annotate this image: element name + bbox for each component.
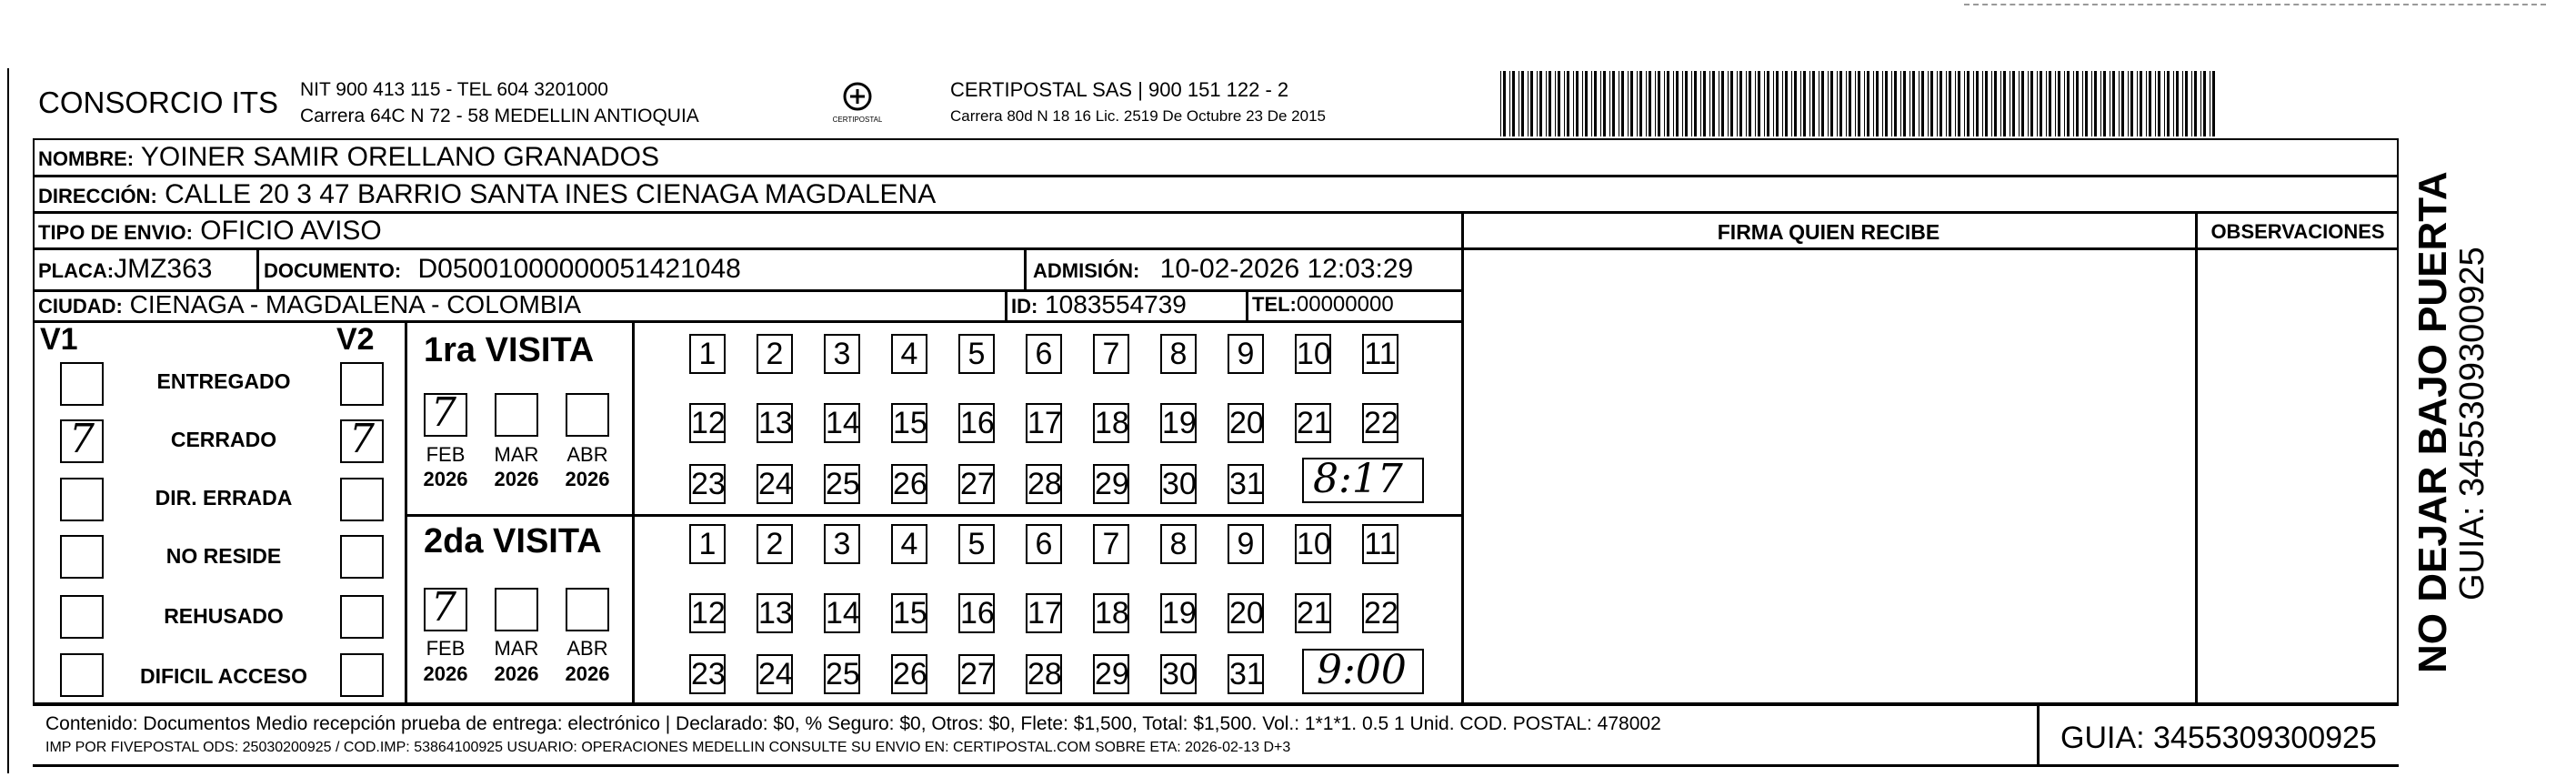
- v2-checkbox-entregado[interactable]: [340, 362, 384, 406]
- day-box[interactable]: 3: [824, 334, 860, 374]
- visit1-month-label-mar: MAR: [494, 443, 539, 466]
- day-box[interactable]: 12: [689, 593, 726, 633]
- side-guide: GUIA: 3455309300925: [2453, 247, 2491, 600]
- row-line: [33, 320, 1462, 323]
- type-label: TIPO DE ENVIO:: [38, 221, 193, 244]
- day-box[interactable]: 21: [1295, 593, 1331, 633]
- document-value: D05001000000051421048: [417, 254, 741, 284]
- day-box[interactable]: 1: [689, 334, 726, 374]
- day-box[interactable]: 8: [1160, 524, 1197, 564]
- col-line: [1461, 211, 1464, 704]
- side-warning: NO DEJAR BAJO PUERTA: [2411, 171, 2455, 673]
- visit2-feb-mark: 7: [431, 584, 456, 631]
- day-box[interactable]: 14: [824, 593, 860, 633]
- day-box[interactable]: 17: [1026, 593, 1062, 633]
- day-box[interactable]: 31: [1228, 654, 1264, 694]
- day-box[interactable]: 7: [1093, 334, 1129, 374]
- v1-checkbox-dificil-acceso[interactable]: [60, 653, 104, 697]
- certipostal-logo-icon: [833, 76, 882, 126]
- day-box[interactable]: 28: [1026, 464, 1062, 504]
- visit-divider: [406, 514, 1462, 517]
- day-box[interactable]: 26: [891, 464, 927, 504]
- admission-label: ADMISIÓN:: [1033, 259, 1140, 282]
- visit1-month-abr[interactable]: [566, 393, 609, 437]
- v2-checkbox-dificil-acceso[interactable]: [340, 653, 384, 697]
- left-edge-line: [7, 68, 9, 773]
- day-box[interactable]: 29: [1093, 654, 1129, 694]
- day-box[interactable]: 17: [1026, 403, 1062, 443]
- col-line: [256, 247, 259, 289]
- visit2-time: 9:00: [1317, 647, 1407, 693]
- city-label: CIUDAD:: [38, 295, 123, 318]
- day-box[interactable]: 29: [1093, 464, 1129, 504]
- tel-value: 00000000: [1296, 292, 1394, 317]
- footer-bottom-line: [33, 764, 2399, 767]
- col-line: [632, 320, 635, 703]
- footer-imp: IMP POR FIVEPOSTAL ODS: 25030200925 / COD.IMP: 53864100925 USUARIO: OPERACIONES MEDELLIN CONSULTE SU ENVIO EN: CERTIPOSTAL.COM SOBRE ETA: 2026-02-13 D+3: [45, 740, 1291, 755]
- day-box[interactable]: 15: [891, 593, 927, 633]
- visit2-month-abr[interactable]: [566, 588, 609, 631]
- day-box[interactable]: 25: [824, 654, 860, 694]
- col-line: [1005, 289, 1007, 320]
- visit1-month-mar[interactable]: [495, 393, 538, 437]
- visit2-time-box[interactable]: [1302, 649, 1424, 694]
- row-line: [1462, 247, 2399, 250]
- day-box[interactable]: 4: [891, 524, 927, 564]
- day-box[interactable]: 25: [824, 464, 860, 504]
- address-value: CALLE 20 3 47 BARRIO SANTA INES CIENAGA MAGDALENA: [165, 179, 937, 209]
- day-box[interactable]: 4: [891, 334, 927, 374]
- v2-label: V2: [336, 322, 375, 357]
- visit1-month-label-abr: ABR: [566, 443, 608, 466]
- day-box[interactable]: 2: [757, 334, 793, 374]
- v2-checkbox-no-reside[interactable]: [340, 535, 384, 579]
- tel-label: TEL:: [1252, 293, 1297, 316]
- day-box[interactable]: 16: [958, 403, 995, 443]
- day-box[interactable]: 21: [1295, 403, 1331, 443]
- day-box[interactable]: 6: [1026, 334, 1062, 374]
- document-cell: [264, 256, 741, 283]
- day-box[interactable]: 2: [757, 524, 793, 564]
- tel-cell: [1252, 294, 1394, 316]
- day-box[interactable]: 5: [958, 334, 995, 374]
- visit2-month-label-mar: MAR: [494, 637, 539, 660]
- logo-caption: CERTIPOSTAL: [833, 116, 882, 124]
- visit1-month-feb[interactable]: [424, 389, 467, 437]
- day-box[interactable]: 12: [689, 403, 726, 443]
- v2-checkbox-cerrado[interactable]: [340, 416, 384, 463]
- day-box[interactable]: 23: [689, 464, 726, 504]
- day-box[interactable]: 11: [1362, 524, 1398, 564]
- col-line: [2195, 211, 2198, 704]
- day-box[interactable]: 23: [689, 654, 726, 694]
- day-box[interactable]: 7: [1093, 524, 1129, 564]
- plate-cell: [38, 256, 212, 283]
- id-label: ID:: [1011, 295, 1038, 318]
- v2-checkbox-rehusado[interactable]: [340, 595, 384, 639]
- name-row: [38, 144, 659, 171]
- visit2-year-mar: 2026: [494, 662, 539, 685]
- visit2-year-abr: 2026: [565, 662, 610, 685]
- plate-label: PLACA:: [38, 259, 115, 282]
- day-box[interactable]: 27: [958, 654, 995, 694]
- row-line: [33, 211, 2399, 214]
- visit1-time: 8:17: [1313, 456, 1403, 502]
- day-box[interactable]: 20: [1228, 593, 1264, 633]
- observations-header: OBSERVACIONES: [2210, 220, 2385, 243]
- day-box[interactable]: 22: [1362, 403, 1398, 443]
- day-box[interactable]: 19: [1160, 593, 1197, 633]
- status-label-cerrado: CERRADO: [170, 428, 277, 451]
- col-line: [1024, 247, 1027, 289]
- visit1-feb-mark: 7: [431, 389, 456, 436]
- status-label-no-reside: NO RESIDE: [165, 544, 282, 568]
- visit2-month-feb[interactable]: [424, 584, 467, 631]
- day-box[interactable]: 10: [1295, 524, 1331, 564]
- address-row: [38, 181, 936, 208]
- col-line: [1246, 289, 1248, 320]
- day-box[interactable]: 31: [1228, 464, 1264, 504]
- footer-divider: [2037, 704, 2040, 764]
- day-box[interactable]: 16: [958, 593, 995, 633]
- company-name: CONSORCIO ITS: [38, 86, 279, 119]
- day-box[interactable]: 27: [958, 464, 995, 504]
- plate-value: JMZ363: [114, 254, 213, 284]
- day-box[interactable]: 5: [958, 524, 995, 564]
- certipostal-logo: [833, 76, 882, 126]
- v1-checkbox-cerrado[interactable]: [60, 416, 104, 463]
- admission-cell: [1033, 256, 1413, 283]
- day-box[interactable]: 18: [1093, 403, 1129, 443]
- company-nit: NIT 900 413 115 - TEL 604 3201000: [300, 79, 608, 100]
- visit1-year-mar: 2026: [494, 468, 539, 490]
- visit2-month-label-abr: ABR: [566, 637, 608, 660]
- visit2-year-feb: 2026: [423, 662, 468, 685]
- v1-checkbox-no-reside[interactable]: [60, 535, 104, 579]
- day-box[interactable]: 13: [757, 403, 793, 443]
- visit1-year-abr: 2026: [565, 468, 610, 490]
- visit2-month-mar[interactable]: [495, 588, 538, 631]
- day-box[interactable]: 6: [1026, 524, 1062, 564]
- day-box[interactable]: 18: [1093, 593, 1129, 633]
- v1-label: V1: [40, 322, 78, 357]
- top-rule: [1964, 4, 2546, 5]
- day-box[interactable]: 26: [891, 654, 927, 694]
- day-box[interactable]: 9: [1228, 524, 1264, 564]
- status-label-dir-errada: DIR. ERRADA: [155, 486, 293, 510]
- day-box[interactable]: 10: [1295, 334, 1331, 374]
- row-line: [33, 247, 1462, 250]
- row-line: [33, 703, 2399, 706]
- day-box[interactable]: 28: [1026, 654, 1062, 694]
- footer-content: Contenido: Documentos Medio recepción prueba de entrega: electrónico | Declarado: $0, % Seguro: $0, Otros: $0, Flete: $1,500, Total: $1,500. Vol.: 1*1*1. 0.5 1 Unid. COD. POSTAL: 478002: [45, 713, 1661, 734]
- company-address: Carrera 64C N 72 - 58 MEDELLIN ANTIOQUIA: [300, 106, 699, 126]
- footer-guide: GUIA: 3455309300925: [2060, 721, 2377, 755]
- day-box[interactable]: 9: [1228, 334, 1264, 374]
- status-label-rehusado: REHUSADO: [164, 604, 284, 628]
- status-label-dificil-acceso: DIFICIL ACCESO: [139, 664, 307, 688]
- day-box[interactable]: 30: [1160, 654, 1197, 694]
- col-line: [405, 320, 407, 703]
- id-value: 1083554739: [1045, 290, 1187, 318]
- day-box[interactable]: 19: [1160, 403, 1197, 443]
- first-visit-title: 1ra VISITA: [424, 331, 595, 369]
- visit1-time-box[interactable]: [1302, 458, 1424, 503]
- second-visit-title: 2da VISITA: [424, 522, 602, 560]
- day-box[interactable]: 1: [689, 524, 726, 564]
- v1-checkbox-entregado[interactable]: [60, 362, 104, 406]
- v1-checkbox-rehusado[interactable]: [60, 595, 104, 639]
- day-box[interactable]: 22: [1362, 593, 1398, 633]
- visit2-month-label-feb: FEB: [426, 637, 466, 660]
- carrier-address: Carrera 80d N 18 16 Lic. 2519 De Octubre 23 De 2015: [950, 107, 1326, 125]
- visit1-year-feb: 2026: [423, 468, 468, 490]
- day-box[interactable]: 15: [891, 403, 927, 443]
- barcode: [1500, 71, 2219, 136]
- id-cell: [1011, 292, 1187, 318]
- admission-value: 10-02-2026 12:03:29: [1159, 254, 1414, 284]
- day-box[interactable]: 14: [824, 403, 860, 443]
- v1-checkbox-dir-errada[interactable]: [60, 478, 104, 521]
- name-value: YOINER SAMIR ORELLANO GRANADOS: [140, 142, 660, 172]
- document-label: DOCUMENTO:: [264, 259, 402, 282]
- day-box[interactable]: 30: [1160, 464, 1197, 504]
- signature-header: FIRMA QUIEN RECIBE: [1717, 220, 1940, 244]
- day-box[interactable]: 3: [824, 524, 860, 564]
- row-line: [33, 175, 2399, 177]
- type-row: [38, 217, 382, 245]
- carrier-name: CERTIPOSTAL SAS | 900 151 122 - 2: [950, 78, 1289, 101]
- type-value: OFICIO AVISO: [200, 216, 382, 246]
- day-box[interactable]: 13: [757, 593, 793, 633]
- city-cell: [38, 292, 581, 318]
- day-box[interactable]: 8: [1160, 334, 1197, 374]
- v1-cerrado-mark: 7: [69, 416, 95, 462]
- visit1-month-label-feb: FEB: [426, 443, 466, 466]
- address-label: DIRECCIÓN:: [38, 185, 157, 207]
- day-box[interactable]: 20: [1228, 403, 1264, 443]
- day-box[interactable]: 11: [1362, 334, 1398, 374]
- v2-checkbox-dir-errada[interactable]: [340, 478, 384, 521]
- status-label-entregado: ENTREGADO: [156, 369, 291, 393]
- name-label: NOMBRE:: [38, 147, 135, 170]
- day-box[interactable]: 24: [757, 464, 793, 504]
- v2-cerrado-mark: 7: [349, 416, 375, 462]
- day-box[interactable]: 24: [757, 654, 793, 694]
- city-value: CIENAGA - MAGDALENA - COLOMBIA: [129, 290, 582, 318]
